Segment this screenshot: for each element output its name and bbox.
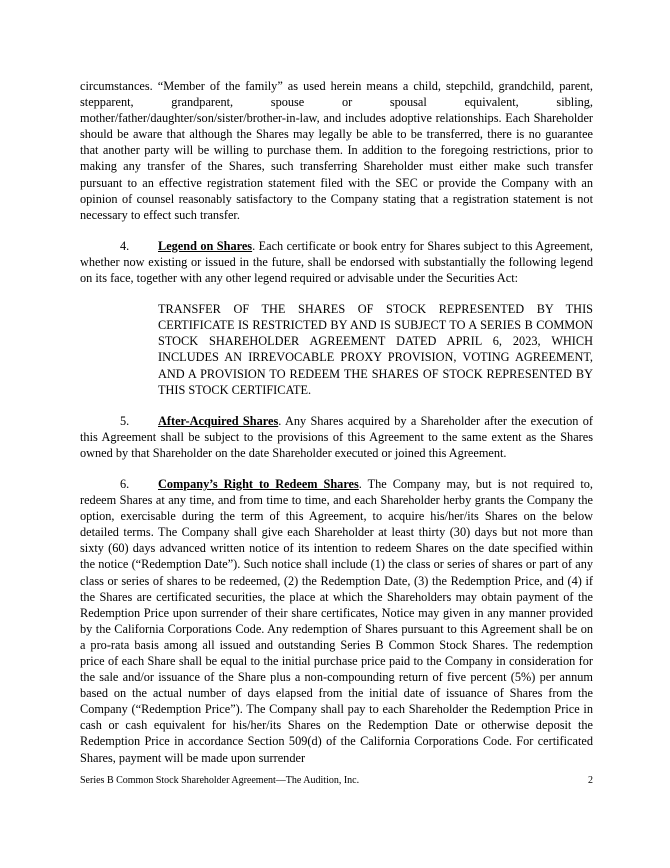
section-5 bbox=[80, 413, 593, 461]
section-5-number: 5. bbox=[120, 413, 130, 428]
section-6-text: . The Company may, but is not required to, redeem Shares at any time, and from time to time, and each Shareholder herby grants the Company the option, exercisable during the term of this Agreement, to acquire his/her/its Shares on the below detailed terms. The Company shall give each Shareholder at least thirty (30) days but not more than sixty (60) days advanced written notice of its intention to redeem Shares on the date specified within the notice (“Redemption Date”). Such notice shall include (1) the class or series of shares or part of any class or series of shares to be redeemed, (2) the Redemption Date, (3) the Redemption Price, and (4) if the Shares are certificated securities, the place at which the Shareholders may obtain payment of the Redemption Price upon surrender of their share certificates, Notice may given in any manner provided by the California Corporations Code. Any redemption of Shares pursuant to this Agreement shall be on a pro-rata basis among all issued and outstanding Series B Common Stock Shares. The redemption price of each Share shall be equal to the initial purchase price paid to the Company in consideration for the sale and/or issuance of the Share plus a non-compounding return of five percent (5%) per annum based on the actual number of days elapsed from the initial date of issuance of Shares from the Company (“Redemption Price”). The Company shall pay to each Shareholder the Redemption Price in cash or cash equivalent for his/her/its Shares on the Redemption Date or otherwise deposit the Redemption Price in accordance Section 509(d) of the California Corporations Code. For certificated Shares, payment will be made upon surrender bbox=[80, 476, 593, 765]
section-4-text: . Each certificate or book entry for Shares subject to this Agreement, whether now existing or issued in the future, shall be endorsed with substantially the following legend on its face, together with any other legend required or advisable under the Securities Act: bbox=[80, 238, 593, 286]
section-5-title: After-Acquired Shares bbox=[158, 413, 279, 428]
section-4 bbox=[80, 238, 593, 286]
paragraph-continued: circumstances. “Member of the family” as used herein means a child, stepchild, grandchild, parent, stepparent, grandparent, spouse or spousal equivalent, sibling, mother/father/daughter/son/sister/brother-in-law, and includes adoptive relationships. Each Shareholder should be aware that although the Shares may legally be able to be transferred, there is no guarantee that another party will be willing to purchase them. In addition to the foregoing restrictions, prior to making any transfer of the Shares, such transferring Shareholder must either make such transfer pursuant to an effective registration statement filed with the SEC or provide the Company with an opinion of counsel reasonably satisfactory to the Company stating that a registration statement is not necessary to effect such transfer. bbox=[80, 79, 593, 222]
page-number: 2 bbox=[588, 775, 593, 786]
section-6-title: Company’s Right to Redeem Shares bbox=[158, 476, 359, 491]
section-5-text: . Any Shares acquired by a Shareholder after the execution of this Agreement shall be subject to the provisions of this Agreement to the same extent as the Shares owned by that Shareholder on the date Shareholder executed or joined this Agreement. bbox=[80, 413, 593, 460]
section-6-number: 6. bbox=[120, 476, 130, 491]
page-footer bbox=[80, 775, 593, 787]
footer-title: Series B Common Stock Shareholder Agreement—The Audition, Inc. bbox=[80, 775, 360, 786]
section-4-title: Legend on Shares bbox=[158, 238, 253, 253]
section-6 bbox=[80, 476, 593, 766]
document-page bbox=[80, 78, 593, 781]
stock-legend: TRANSFER OF THE SHARES OF STOCK REPRESENTED BY THIS CERTIFICATE IS RESTRICTED BY AND IS SUBJECT TO A SERIES B COMMON STOCK SHAREHOLDER AGREEMENT DATED APRIL 6, 2023, WHICH INCLUDES AN IRREVOCABLE PROXY PROVISION, VOTING AGREEMENT, AND A PROVISION TO REDEEM THE SHARES OF STOCK REPRESENTED BY THIS STOCK CERTIFICATE. bbox=[158, 302, 593, 397]
section-4-number: 4. bbox=[120, 238, 130, 253]
